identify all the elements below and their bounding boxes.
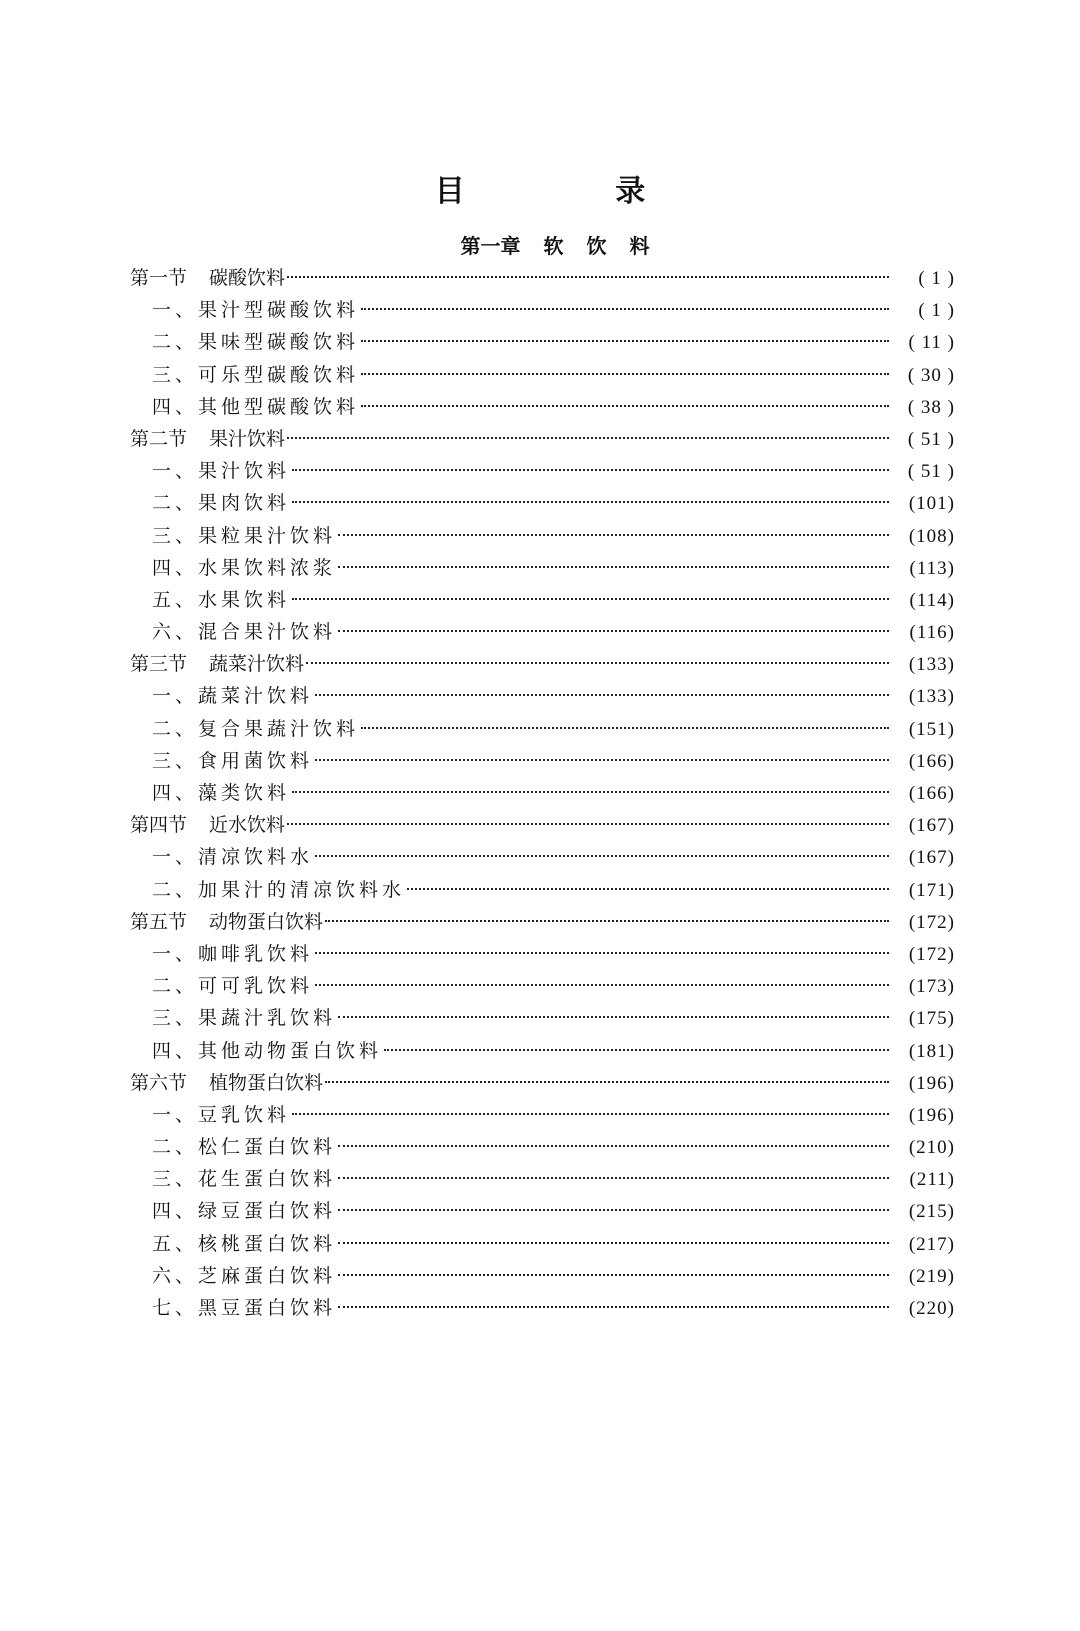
page-number: (211) (909, 1169, 955, 1191)
toc-subsection-entry[interactable] (130, 1035, 955, 1067)
entry-title: 四、其他动物蛋白饮料 (152, 1039, 383, 1062)
section-number: 第一节 (130, 267, 188, 289)
chapter-title-char: 料 (629, 234, 650, 258)
dot-leader (315, 759, 889, 761)
dot-leader (325, 1081, 889, 1083)
entry-title: 四、绿豆蛋白饮料 (152, 1200, 337, 1223)
entry-title: 植物蛋白饮料 (209, 1071, 324, 1094)
entry-title: 四、藻类饮料 (152, 782, 291, 804)
dot-leader (315, 694, 889, 696)
dot-leader (338, 566, 889, 568)
toc-subsection-entry[interactable] (130, 1099, 955, 1131)
page-number: (210) (908, 1137, 955, 1159)
entry-title: 三、食用菌饮料 (152, 749, 314, 772)
toc-subsection-entry[interactable] (130, 1195, 955, 1227)
page-number: (219) (908, 1265, 955, 1287)
dot-leader (292, 598, 889, 600)
entry-title: 碳酸饮料 (209, 267, 286, 289)
toc-section-entry[interactable] (130, 648, 955, 680)
dot-leader (361, 727, 889, 729)
entry-title: 一、咖啡乳饮料 (152, 942, 314, 965)
entry-title: 近水饮料 (209, 814, 286, 837)
toc-subsection-entry[interactable] (130, 970, 955, 1002)
page-number: (173) (908, 976, 955, 998)
dot-leader (338, 1306, 889, 1308)
entry-title: 二、可可乳饮料 (152, 975, 314, 998)
entry-title: 三、花生蛋白饮料 (152, 1168, 337, 1191)
page-number: (172) (908, 911, 955, 933)
section-number: 第五节 (130, 910, 188, 933)
page-title: 目 录 (434, 174, 716, 209)
page-number: (167) (908, 847, 955, 869)
toc-subsection-entry[interactable] (130, 1260, 955, 1292)
toc-subsection-entry[interactable] (130, 487, 955, 519)
dot-leader (338, 630, 889, 632)
toc-subsection-entry[interactable] (130, 1002, 955, 1034)
dot-leader (338, 534, 889, 536)
page-number: ( 1 ) (918, 300, 955, 322)
dot-leader (315, 984, 889, 986)
dot-leader (292, 791, 889, 793)
dot-leader (287, 437, 889, 439)
entry-title: 六、混合果汁饮料 (152, 621, 337, 644)
entry-title: 五、水果饮料 (152, 588, 291, 611)
toc-section-entry[interactable] (130, 1067, 955, 1099)
dot-leader (306, 662, 889, 664)
dot-leader (338, 1145, 889, 1147)
toc-subsection-entry[interactable] (130, 359, 955, 391)
toc-subsection-entry[interactable] (130, 616, 955, 648)
entry-title: 二、果味型碳酸饮料 (152, 331, 360, 354)
entry-title: 五、核桃蛋白饮料 (152, 1232, 337, 1255)
entry-title: 二、松仁蛋白饮料 (152, 1136, 337, 1159)
chapter-number: 第一章 (460, 234, 521, 258)
dot-leader (407, 888, 889, 890)
toc-subsection-entry[interactable] (130, 680, 955, 712)
dot-leader (315, 952, 889, 954)
section-number: 第四节 (130, 814, 188, 837)
page-number: (166) (908, 750, 955, 772)
chapter-title-char: 饮 (586, 234, 607, 258)
entry-title: 七、黑豆蛋白饮料 (152, 1297, 337, 1319)
dot-leader (361, 405, 889, 407)
toc-subsection-entry[interactable] (130, 455, 955, 487)
toc-subsection-entry[interactable] (130, 938, 955, 970)
page-number: (172) (908, 943, 955, 965)
entry-title: 二、果肉饮料 (152, 492, 291, 515)
dot-leader (287, 276, 889, 278)
entry-title: 二、加果汁的清凉饮料水 (152, 878, 406, 901)
toc-subsection-entry[interactable] (130, 326, 955, 358)
toc-section-entry[interactable] (130, 423, 955, 455)
section-number: 第二节 (130, 427, 188, 450)
page-number: (166) (908, 783, 955, 804)
entry-title: 一、果汁饮料 (152, 460, 291, 483)
page-number: (196) (908, 1072, 955, 1094)
page-number: (113) (909, 557, 955, 579)
chapter-title-char: 软 (543, 234, 564, 258)
table-of-contents (130, 262, 955, 1324)
section-number: 第六节 (130, 1071, 188, 1094)
page-number: (151) (908, 718, 955, 740)
dot-leader (287, 823, 889, 825)
dot-leader (361, 308, 889, 310)
entry-title: 一、果汁型碳酸饮料 (152, 299, 360, 322)
toc-subsection-entry[interactable] (130, 584, 955, 616)
page-number: (215) (908, 1201, 955, 1223)
page-number: (196) (908, 1104, 955, 1126)
page-number: (217) (908, 1233, 955, 1255)
dot-leader (292, 469, 889, 471)
page-number: (116) (909, 622, 955, 644)
dot-leader (361, 340, 889, 342)
entry-title: 一、豆乳饮料 (152, 1103, 291, 1126)
toc-section-entry[interactable] (130, 262, 955, 294)
toc-subsection-entry[interactable] (130, 294, 955, 326)
entry-title: 三、果蔬汁乳饮料 (152, 1007, 337, 1030)
toc-subsection-entry[interactable] (130, 1163, 955, 1195)
page-number: ( 1 ) (918, 268, 955, 289)
entry-title: 四、其他型碳酸饮料 (152, 395, 360, 418)
page-number: ( 11 ) (908, 332, 955, 354)
page-number: (108) (908, 525, 955, 547)
page-number: (133) (908, 654, 955, 676)
entry-title: 果汁饮料 (209, 427, 286, 450)
page-number: ( 51 ) (907, 461, 955, 483)
page-number: ( 51 ) (907, 428, 955, 450)
entry-title: 三、可乐型碳酸饮料 (152, 363, 360, 386)
dot-leader (315, 855, 889, 857)
section-number: 第三节 (130, 653, 188, 676)
page-number: ( 30 ) (907, 364, 955, 386)
dot-leader (292, 1113, 889, 1115)
toc-subsection-entry[interactable] (130, 874, 955, 906)
toc-subsection-entry[interactable] (130, 552, 955, 584)
toc-subsection-entry[interactable] (130, 1131, 955, 1163)
toc-subsection-entry[interactable] (130, 1228, 955, 1260)
toc-subsection-entry[interactable] (130, 1292, 955, 1324)
toc-subsection-entry[interactable] (130, 713, 955, 745)
dot-leader (338, 1209, 889, 1211)
page-number: (181) (908, 1040, 955, 1062)
chapter-heading (0, 230, 1080, 259)
entry-title: 动物蛋白饮料 (209, 910, 324, 933)
toc-section-entry[interactable] (130, 809, 955, 841)
page-number: (133) (908, 686, 955, 708)
dot-leader (338, 1242, 889, 1244)
toc-subsection-entry[interactable] (130, 520, 955, 552)
page-number: (167) (908, 815, 955, 837)
entry-title: 四、水果饮料浓浆 (152, 556, 337, 579)
entry-title: 六、芝麻蛋白饮料 (152, 1264, 337, 1287)
entry-title: 一、蔬菜汁饮料 (152, 685, 314, 708)
page-number: ( 38 ) (907, 396, 955, 418)
dot-leader (338, 1177, 889, 1179)
toc-subsection-entry[interactable] (130, 841, 955, 873)
dot-leader (292, 501, 889, 503)
page-number: (175) (908, 1008, 955, 1030)
entry-title: 一、清凉饮料水 (152, 846, 314, 869)
page-number: (220) (908, 1298, 955, 1319)
toc-subsection-entry[interactable] (130, 391, 955, 423)
dot-leader (338, 1274, 889, 1276)
page-number: (171) (908, 879, 955, 901)
dot-leader (361, 373, 889, 375)
toc-subsection-entry[interactable] (130, 745, 955, 777)
dot-leader (338, 1016, 889, 1018)
dot-leader (325, 920, 889, 922)
page-number: (114) (909, 589, 955, 611)
toc-section-entry[interactable] (130, 906, 955, 938)
toc-subsection-entry[interactable] (130, 777, 955, 809)
dot-leader (384, 1049, 889, 1051)
page-number: (101) (908, 493, 955, 515)
entry-title: 二、复合果蔬汁饮料 (152, 717, 360, 740)
entry-title: 三、果粒果汁饮料 (152, 524, 337, 547)
entry-title: 蔬菜汁饮料 (209, 653, 305, 676)
